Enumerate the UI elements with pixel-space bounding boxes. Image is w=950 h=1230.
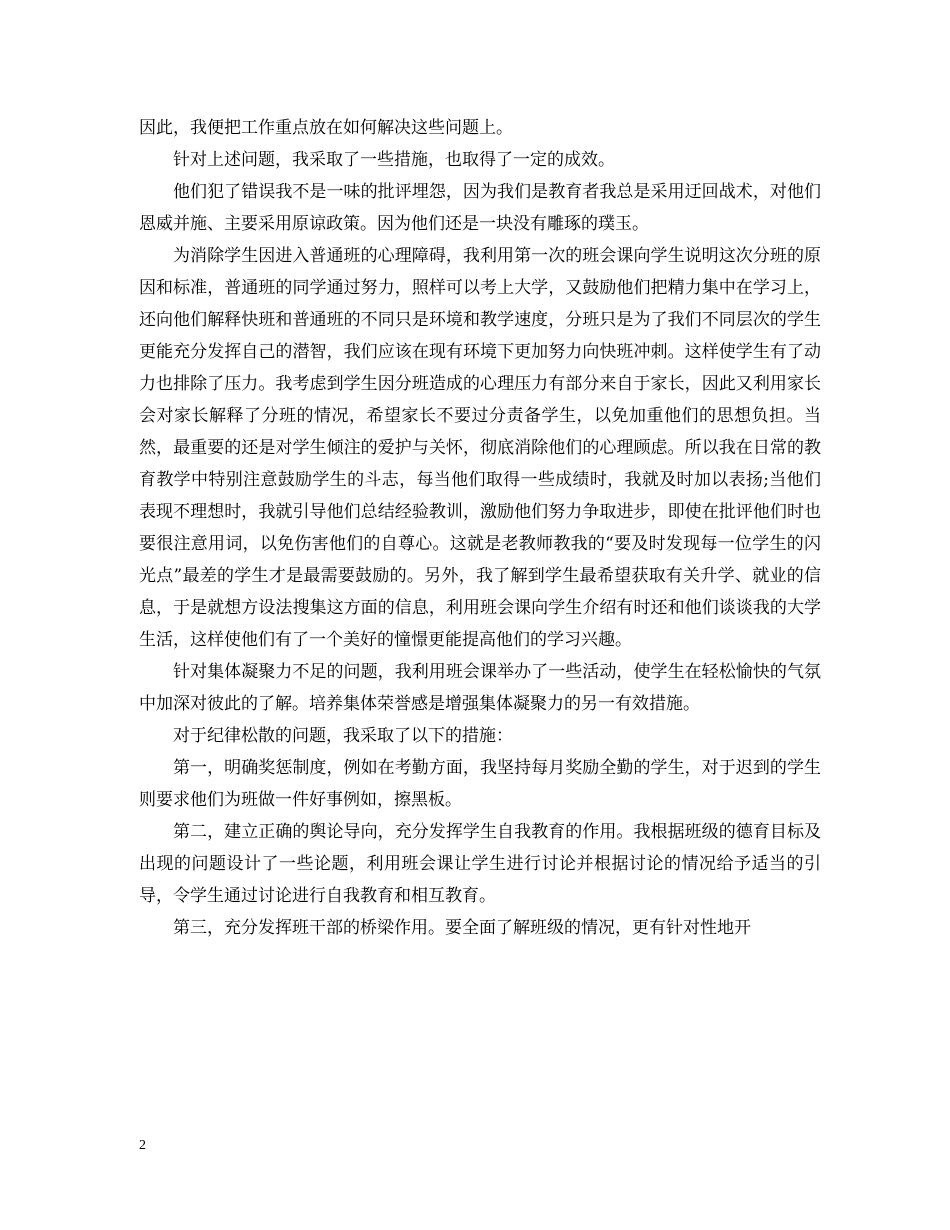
paragraph: 第二，建立正确的舆论导向，充分发挥学生自我教育的作用。我根据班级的德育目标及出现的问题设计了一些论题，利用班会课让学生进行讨论并根据讨论的情况给予适当的引导，令学生通过讨论进行自我教育和相互教育。 (139, 822, 821, 906)
paragraph: 第三，充分发挥班干部的桥梁作用。要全面了解班级的情况，更有针对性地开 (173, 918, 751, 938)
paragraph: 针对集体凝聚力不足的问题，我利用班会课举办了一些活动，使学生在轻松愉快的气氛中加深对彼此的了解。培养集体荣誉感是增强集体凝聚力的另一有效措施。 (139, 662, 821, 714)
paragraph: 他们犯了错误我不是一味的批评埋怨，因为我们是教育者我总是采用迂回战术，对他们恩威并施、主要采用原谅政策。因为他们还是一块没有雕琢的璞玉。 (139, 182, 821, 234)
paragraph: 为消除学生因进入普通班的心理障碍，我利用第一次的班会课向学生说明这次分班的原因和标准，普通班的同学通过努力，照样可以考上大学，又鼓励他们把精力集中在学习上，还向他们解释快班和普通班的不同只是环境和教学速度，分班只是为了我们不同层次的学生更能充分发挥自己的潜智，我们应该在现有环境下更加努力向快班冲刺。这样使学生有了动力也排除了压力。我考虑到学生因分班造成的心理压力有部分来自于家长，因此又利用家长会对家长解释了分班的情况，希望家长不要过分责备学生，以免加重他们的思想负担。当然，最重要的还是对学生倾注的爱护与关怀，彻底消除他们的心理顾虑。所以我在日常的教育教学中特别注意鼓励学生的斗志，每当他们取得一些成绩时，我就及时加以表扬;当他们表现不理想时，我就引导他们总结经验教训，激励他们努力争取进步，即使在批评他们时也要很注意用词，以免伤害他们的自尊心。这就是老教师教我的“要及时发现每一位学生的闪光点”最差的学生才是最需要鼓励的。另外，我了解到学生最希望获取有关升学、就业的信息，于是就想方设法搜集这方面的信息，利用班会课向学生介绍有时还和他们谈谈我的大学生活，这样使他们有了一个美好的憧憬更能提高他们的学习兴趣。 (139, 246, 821, 650)
paragraph-continuation: 因此，我便把工作重点放在如何解决这些问题上。 (139, 118, 513, 138)
paragraph: 对于纪律松散的问题，我采取了以下的措施： (173, 726, 513, 746)
document-body (139, 112, 821, 944)
paragraph: 第一，明确奖惩制度，例如在考勤方面，我坚持每月奖励全勤的学生，对于迟到的学生则要求他们为班做一件好事例如，擦黑板。 (139, 758, 821, 810)
paragraph: 针对上述问题，我采取了一些措施，也取得了一定的成效。 (173, 150, 615, 170)
page-number: 2 (139, 1138, 146, 1153)
